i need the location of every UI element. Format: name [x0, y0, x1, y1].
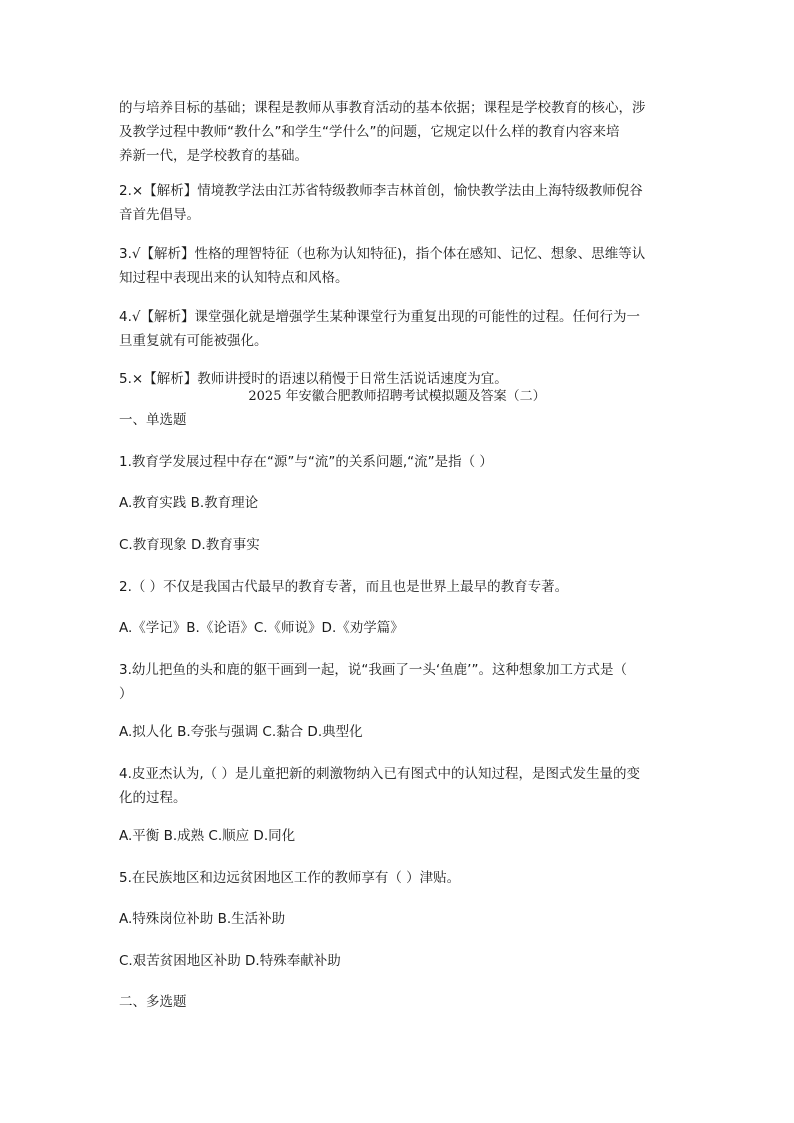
question-2-options: A.《学记》B.《论语》C.《师说》D.《劝学篇》 [119, 620, 404, 636]
question-4-options: A.平衡 B.成熟 C.顺应 D.同化 [119, 828, 296, 844]
text-line: 3.√【解析】性格的理智特征（也称为认知特征)，指个体在感知、记忆、想象、思维等认 [119, 246, 646, 262]
document-title: 2025 年安徽合肥教师招聘考试模拟题及答案（二） [248, 389, 546, 404]
question-4-stem [119, 762, 675, 810]
section-heading-multiple-choice: 二、多选题 [119, 994, 187, 1010]
text-line: 音首先倡导。 [119, 207, 200, 223]
text-line: 化的过程。 [119, 790, 187, 806]
section-heading-single-choice: 一、单选题 [119, 412, 187, 428]
text-line: 3.幼儿把鱼的头和鹿的躯干画到一起，说“我画了一头‘鱼鹿’”。这种想象加工方式是（ [119, 662, 627, 678]
text-line: 2.×【解析】情境教学法由江苏省特级教师李吉林首创，愉快教学法由上海特级教师倪谷 [119, 183, 643, 199]
question-1-options-c-d: C.教育现象 D.教育事实 [119, 537, 260, 553]
question-3-options: A.拟人化 B.夸张与强调 C.黏合 D.典型化 [119, 724, 363, 740]
text-line: 及教学过程中教师“教什么”和学生“学什么”的问题，它规定以什么样的教育内容来培 [119, 124, 620, 140]
text-line: 养新一代，是学校教育的基础。 [119, 148, 308, 164]
text-line: 知过程中表现出来的认知特点和风格。 [119, 270, 349, 286]
text-line: ） [119, 686, 133, 702]
text-line: 的与培养目标的基础；课程是教师从事教育活动的基本依据；课程是学校教育的核心，涉 [119, 100, 646, 116]
question-2-stem: 2.（ ）不仅是我国古代最早的教育专著，而且也是世界上最早的教育专著。 [119, 579, 569, 595]
text-line: 4.√【解析】课堂强化就是增强学生某种课堂行为重复出现的可能性的过程。任何行为一 [119, 309, 640, 325]
text-line: 5.×【解析】教师讲授时的语速以稍慢于日常生活说话速度为宜。 [119, 371, 508, 387]
text-line: 4.皮亚杰认为,（ ）是儿童把新的刺激物纳入已有图式中的认知过程，是图式发生量的变 [119, 766, 640, 782]
answer-2 [119, 179, 675, 227]
text-line: 旦重复就有可能被强化。 [119, 333, 268, 349]
question-1-stem: 1.教育学发展过程中存在“源”与“流”的关系问题,“流”是指（ ） [119, 454, 493, 470]
question-1-options-a-b: A.教育实践 B.教育理论 [119, 495, 259, 511]
question-3-stem [119, 658, 675, 706]
question-5-options-a-b: A.特殊岗位补助 B.生活补助 [119, 911, 286, 927]
question-5-options-c-d: C.艰苦贫困地区补助 D.特殊奉献补助 [119, 953, 341, 969]
question-5-stem: 5.在民族地区和边远贫困地区工作的教师享有（ ）津贴。 [119, 870, 461, 886]
answer-3 [119, 242, 675, 290]
answer-4 [119, 305, 675, 353]
intro-paragraph [119, 96, 675, 168]
